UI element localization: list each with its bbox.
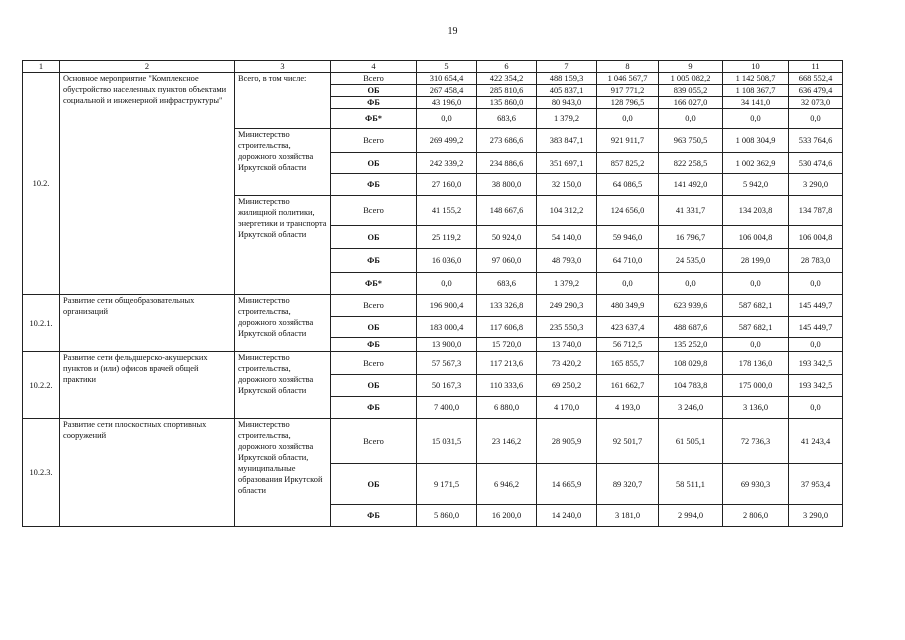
value-cell: 1 008 304,9 — [723, 129, 789, 153]
section-name: Основное мероприятие "Комплексное обустройство населенных пунктов объектами социальной и инженерной инфраструктуры" — [60, 73, 235, 295]
header-cell: 3 — [235, 61, 331, 73]
value-cell: 0,0 — [597, 109, 659, 129]
value-cell: 857 825,2 — [597, 153, 659, 174]
value-cell: 196 900,4 — [417, 295, 477, 317]
value-cell: 128 796,5 — [597, 97, 659, 109]
value-cell: 4 170,0 — [537, 397, 597, 419]
value-cell: 106 004,8 — [789, 226, 843, 249]
value-cell: 23 146,2 — [477, 419, 537, 464]
value-cell: 273 686,6 — [477, 129, 537, 153]
value-cell: 16 200,0 — [477, 505, 537, 527]
executor-cell: Министерство строительства, дорожного хозяйства Иркутской области — [235, 352, 331, 419]
section-code: 10.2.3. — [23, 419, 60, 527]
value-cell: 249 290,3 — [537, 295, 597, 317]
value-cell: 234 886,6 — [477, 153, 537, 174]
value-cell: 1 379,2 — [537, 273, 597, 295]
value-cell: 43 196,0 — [417, 97, 477, 109]
value-cell: 145 449,7 — [789, 317, 843, 338]
value-cell: 13 740,0 — [537, 338, 597, 352]
funding-source-cell: ОБ — [331, 375, 417, 397]
value-cell: 3 136,0 — [723, 397, 789, 419]
value-cell: 1 108 367,7 — [723, 85, 789, 97]
funding-source-cell: ФБ — [331, 97, 417, 109]
value-cell: 183 000,4 — [417, 317, 477, 338]
table-row — [23, 295, 843, 317]
funding-source-cell: Всего — [331, 196, 417, 226]
value-cell: 106 004,8 — [723, 226, 789, 249]
value-cell: 7 400,0 — [417, 397, 477, 419]
value-cell: 64 710,0 — [597, 249, 659, 273]
value-cell: 69 250,2 — [537, 375, 597, 397]
value-cell: 2 806,0 — [723, 505, 789, 527]
value-cell: 1 005 082,2 — [659, 73, 723, 85]
table-row — [23, 352, 843, 375]
funding-source-cell: ФБ* — [331, 109, 417, 129]
value-cell: 27 160,0 — [417, 174, 477, 196]
table-row — [23, 419, 843, 464]
value-cell: 38 800,0 — [477, 174, 537, 196]
header-cell: 10 — [723, 61, 789, 73]
value-cell: 405 837,1 — [537, 85, 597, 97]
value-cell: 0,0 — [659, 109, 723, 129]
funding-source-cell: ФБ — [331, 397, 417, 419]
value-cell: 141 492,0 — [659, 174, 723, 196]
value-cell: 636 479,4 — [789, 85, 843, 97]
executor-cell: Министерство строительства, дорожного хозяйства Иркутской области — [235, 295, 331, 352]
executor-cell: Министерство строительства, дорожного хозяйства Иркутской области — [235, 129, 331, 196]
page-number: 19 — [447, 26, 458, 37]
value-cell: 133 326,8 — [477, 295, 537, 317]
header-cell: 1 — [23, 61, 60, 73]
funding-source-cell: Всего — [331, 295, 417, 317]
value-cell: 683,6 — [477, 109, 537, 129]
value-cell: 16 796,7 — [659, 226, 723, 249]
section-code: 10.2.2. — [23, 352, 60, 419]
value-cell: 50 924,0 — [477, 226, 537, 249]
value-cell: 134 787,8 — [789, 196, 843, 226]
value-cell: 310 654,4 — [417, 73, 477, 85]
value-cell: 533 764,6 — [789, 129, 843, 153]
funding-source-cell: ОБ — [331, 464, 417, 505]
value-cell: 14 665,9 — [537, 464, 597, 505]
value-cell: 13 900,0 — [417, 338, 477, 352]
value-cell: 3 181,0 — [597, 505, 659, 527]
value-cell: 0,0 — [659, 273, 723, 295]
header-cell: 11 — [789, 61, 843, 73]
value-cell: 104 312,2 — [537, 196, 597, 226]
funding-source-cell: Всего — [331, 129, 417, 153]
funding-source-cell: ФБ — [331, 249, 417, 273]
value-cell: 166 027,0 — [659, 97, 723, 109]
value-cell: 50 167,3 — [417, 375, 477, 397]
table-row — [23, 73, 843, 85]
value-cell: 97 060,0 — [477, 249, 537, 273]
value-cell: 822 258,5 — [659, 153, 723, 174]
value-cell: 0,0 — [597, 273, 659, 295]
value-cell: 72 736,3 — [723, 419, 789, 464]
value-cell: 110 333,6 — [477, 375, 537, 397]
header-cell: 9 — [659, 61, 723, 73]
value-cell: 269 499,2 — [417, 129, 477, 153]
header-cell: 4 — [331, 61, 417, 73]
value-cell: 28 199,0 — [723, 249, 789, 273]
value-cell: 64 086,5 — [597, 174, 659, 196]
funding-source-cell: ФБ* — [331, 273, 417, 295]
value-cell: 2 994,0 — [659, 505, 723, 527]
value-cell: 1 002 362,9 — [723, 153, 789, 174]
value-cell: 917 771,2 — [597, 85, 659, 97]
value-cell: 175 000,0 — [723, 375, 789, 397]
value-cell: 14 240,0 — [537, 505, 597, 527]
value-cell: 5 942,0 — [723, 174, 789, 196]
value-cell: 193 342,5 — [789, 352, 843, 375]
value-cell: 422 354,2 — [477, 73, 537, 85]
funding-source-cell: ОБ — [331, 317, 417, 338]
value-cell: 6 946,2 — [477, 464, 537, 505]
value-cell: 587 682,1 — [723, 317, 789, 338]
header-row — [23, 61, 843, 73]
value-cell: 423 637,4 — [597, 317, 659, 338]
value-cell: 488 159,3 — [537, 73, 597, 85]
value-cell: 28 783,0 — [789, 249, 843, 273]
value-cell: 58 511,1 — [659, 464, 723, 505]
value-cell: 48 793,0 — [537, 249, 597, 273]
funding-source-cell: ФБ — [331, 338, 417, 352]
header-cell: 5 — [417, 61, 477, 73]
value-cell: 9 171,5 — [417, 464, 477, 505]
value-cell: 623 939,6 — [659, 295, 723, 317]
funding-source-cell: ОБ — [331, 85, 417, 97]
value-cell: 80 943,0 — [537, 97, 597, 109]
value-cell: 37 953,4 — [789, 464, 843, 505]
value-cell: 135 860,0 — [477, 97, 537, 109]
value-cell: 134 203,8 — [723, 196, 789, 226]
value-cell: 235 550,3 — [537, 317, 597, 338]
value-cell: 0,0 — [417, 109, 477, 129]
value-cell: 3 290,0 — [789, 174, 843, 196]
value-cell: 32 073,0 — [789, 97, 843, 109]
value-cell: 32 150,0 — [537, 174, 597, 196]
value-cell: 0,0 — [789, 273, 843, 295]
value-cell: 1 046 567,7 — [597, 73, 659, 85]
header-cell: 6 — [477, 61, 537, 73]
value-cell: 117 213,6 — [477, 352, 537, 375]
value-cell: 0,0 — [723, 109, 789, 129]
value-cell: 488 687,6 — [659, 317, 723, 338]
value-cell: 73 420,2 — [537, 352, 597, 375]
value-cell: 178 136,0 — [723, 352, 789, 375]
value-cell: 0,0 — [789, 338, 843, 352]
value-cell: 3 246,0 — [659, 397, 723, 419]
value-cell: 921 911,7 — [597, 129, 659, 153]
section-name: Развитие сети общеобразовательных организаций — [60, 295, 235, 352]
funding-source-cell: ОБ — [331, 153, 417, 174]
value-cell: 124 656,0 — [597, 196, 659, 226]
value-cell: 41 155,2 — [417, 196, 477, 226]
value-cell: 25 119,2 — [417, 226, 477, 249]
value-cell: 15 031,5 — [417, 419, 477, 464]
value-cell: 145 449,7 — [789, 295, 843, 317]
header-cell: 2 — [60, 61, 235, 73]
section-name: Развитие сети фельдшерско-акушерских пунктов и (или) офисов врачей общей практики — [60, 352, 235, 419]
executor-cell: Министерство жилищной политики, энергетики и транспорта Иркутской области — [235, 196, 331, 295]
value-cell: 24 535,0 — [659, 249, 723, 273]
value-cell: 69 930,3 — [723, 464, 789, 505]
value-cell: 963 750,5 — [659, 129, 723, 153]
value-cell: 0,0 — [723, 338, 789, 352]
value-cell: 839 055,2 — [659, 85, 723, 97]
value-cell: 285 810,6 — [477, 85, 537, 97]
header-cell: 7 — [537, 61, 597, 73]
value-cell: 668 552,4 — [789, 73, 843, 85]
executor-cell: Министерство строительства, дорожного хозяйства Иркутской области, муниципальные образования Иркутской области — [235, 419, 331, 527]
section-name: Развитие сети плоскостных спортивных сооружений — [60, 419, 235, 527]
value-cell: 41 331,7 — [659, 196, 723, 226]
value-cell: 135 252,0 — [659, 338, 723, 352]
value-cell: 3 290,0 — [789, 505, 843, 527]
value-cell: 161 662,7 — [597, 375, 659, 397]
funding-source-cell: Всего — [331, 352, 417, 375]
value-cell: 351 697,1 — [537, 153, 597, 174]
value-cell: 5 860,0 — [417, 505, 477, 527]
value-cell: 0,0 — [417, 273, 477, 295]
value-cell: 530 474,6 — [789, 153, 843, 174]
value-cell: 0,0 — [789, 397, 843, 419]
value-cell: 6 880,0 — [477, 397, 537, 419]
funding-source-cell: ОБ — [331, 226, 417, 249]
value-cell: 0,0 — [789, 109, 843, 129]
header-cell: 8 — [597, 61, 659, 73]
value-cell: 59 946,0 — [597, 226, 659, 249]
value-cell: 57 567,3 — [417, 352, 477, 375]
value-cell: 683,6 — [477, 273, 537, 295]
funding-source-cell: ФБ — [331, 505, 417, 527]
value-cell: 34 141,0 — [723, 97, 789, 109]
value-cell: 267 458,4 — [417, 85, 477, 97]
value-cell: 148 667,6 — [477, 196, 537, 226]
value-cell: 16 036,0 — [417, 249, 477, 273]
value-cell: 193 342,5 — [789, 375, 843, 397]
value-cell: 0,0 — [723, 273, 789, 295]
value-cell: 56 712,5 — [597, 338, 659, 352]
value-cell: 61 505,1 — [659, 419, 723, 464]
value-cell: 117 606,8 — [477, 317, 537, 338]
value-cell: 1 379,2 — [537, 109, 597, 129]
value-cell: 1 142 508,7 — [723, 73, 789, 85]
value-cell: 108 029,8 — [659, 352, 723, 375]
section-code: 10.2.1. — [23, 295, 60, 352]
funding-source-cell: Всего — [331, 73, 417, 85]
value-cell: 28 905,9 — [537, 419, 597, 464]
value-cell: 54 140,0 — [537, 226, 597, 249]
value-cell: 89 320,7 — [597, 464, 659, 505]
value-cell: 92 501,7 — [597, 419, 659, 464]
value-cell: 4 193,0 — [597, 397, 659, 419]
value-cell: 383 847,1 — [537, 129, 597, 153]
value-cell: 41 243,4 — [789, 419, 843, 464]
section-code: 10.2. — [23, 73, 60, 295]
executor-cell: Всего, в том числе: — [235, 73, 331, 129]
value-cell: 165 855,7 — [597, 352, 659, 375]
budget-table — [22, 60, 843, 527]
value-cell: 480 349,9 — [597, 295, 659, 317]
funding-source-cell: ФБ — [331, 174, 417, 196]
value-cell: 104 783,8 — [659, 375, 723, 397]
funding-source-cell: Всего — [331, 419, 417, 464]
value-cell: 242 339,2 — [417, 153, 477, 174]
value-cell: 587 682,1 — [723, 295, 789, 317]
value-cell: 15 720,0 — [477, 338, 537, 352]
